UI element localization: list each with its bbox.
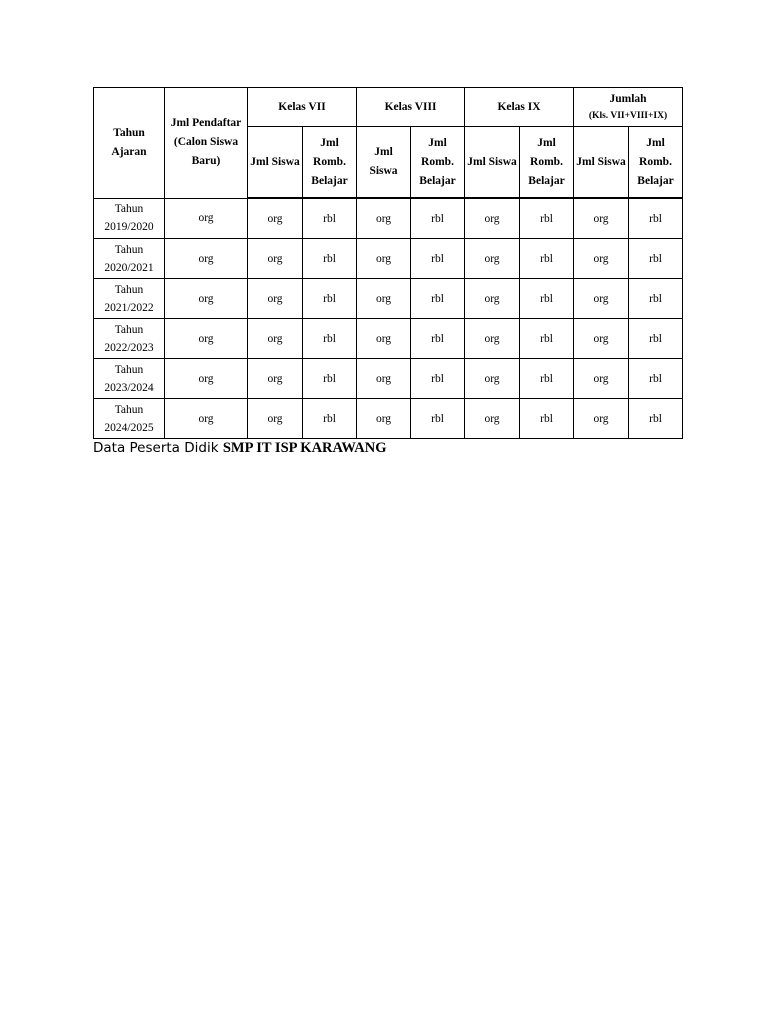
cell-ix-romb: rbl bbox=[520, 279, 574, 319]
cell-year bbox=[94, 198, 165, 239]
cell-viii-siswa: org bbox=[357, 279, 411, 319]
cell-pendaftar: org bbox=[165, 399, 248, 439]
cell-vii-romb: rbl bbox=[303, 319, 357, 359]
cell-year bbox=[94, 239, 165, 279]
cell-viii-romb: rbl bbox=[411, 399, 465, 439]
table-row bbox=[94, 279, 683, 319]
cell-vii-romb: rbl bbox=[303, 359, 357, 399]
year-value: 2022/2023 bbox=[104, 341, 154, 354]
cell-year bbox=[94, 319, 165, 359]
header-kelas-vii: Kelas VII bbox=[248, 88, 357, 127]
header-vii-jml-romb: Jml Romb. Belajar bbox=[303, 127, 357, 199]
cell-viii-siswa: org bbox=[357, 198, 411, 239]
header-jumlah-label: Jumlah bbox=[609, 93, 647, 105]
cell-vii-romb: rbl bbox=[303, 399, 357, 439]
cell-total-romb: rbl bbox=[629, 399, 683, 439]
cell-viii-romb: rbl bbox=[411, 239, 465, 279]
cell-viii-romb: rbl bbox=[411, 359, 465, 399]
cell-ix-romb: rbl bbox=[520, 319, 574, 359]
cell-viii-romb: rbl bbox=[411, 319, 465, 359]
cell-total-siswa: org bbox=[574, 319, 629, 359]
cell-viii-siswa: org bbox=[357, 399, 411, 439]
cell-total-romb: rbl bbox=[629, 198, 683, 239]
cell-ix-romb: rbl bbox=[520, 239, 574, 279]
cell-ix-siswa: org bbox=[465, 239, 520, 279]
header-total-jml-romb: Jml Romb. Belajar bbox=[629, 127, 683, 199]
caption-prefix: Data Peserta Didik bbox=[93, 440, 223, 456]
year-label: Tahun bbox=[114, 203, 144, 216]
year-value: 2020/2021 bbox=[104, 261, 154, 274]
table-row bbox=[94, 198, 683, 239]
header-viii-jml-romb: Jml Romb. Belajar bbox=[411, 127, 465, 199]
cell-ix-romb: rbl bbox=[520, 399, 574, 439]
header-ix-jml-siswa: Jml Siswa bbox=[465, 127, 520, 199]
table-caption bbox=[93, 440, 387, 457]
cell-ix-romb: rbl bbox=[520, 359, 574, 399]
year-label: Tahun bbox=[114, 243, 144, 256]
cell-total-siswa: org bbox=[574, 279, 629, 319]
year-label: Tahun bbox=[114, 283, 144, 296]
cell-viii-romb: rbl bbox=[411, 279, 465, 319]
student-data-table bbox=[93, 87, 683, 439]
cell-pendaftar: org bbox=[165, 279, 248, 319]
year-label: Tahun bbox=[114, 403, 144, 416]
table-body bbox=[94, 198, 683, 439]
cell-total-siswa: org bbox=[574, 198, 629, 239]
header-kelas-ix: Kelas IX bbox=[465, 88, 574, 127]
cell-vii-siswa: org bbox=[248, 239, 303, 279]
year-value: 2024/2025 bbox=[104, 421, 154, 434]
year-label: Tahun bbox=[114, 363, 144, 376]
header-jumlah bbox=[574, 88, 683, 127]
header-total-jml-siswa: Jml Siswa bbox=[574, 127, 629, 199]
header-jml-pendaftar: Jml Pendaftar (Calon Siswa Baru) bbox=[165, 88, 248, 199]
header-jumlah-sub: (Kls. VII+VIII+IX) bbox=[588, 111, 668, 121]
cell-pendaftar: org bbox=[165, 359, 248, 399]
cell-viii-siswa: org bbox=[357, 319, 411, 359]
header-vii-jml-siswa: Jml Siswa bbox=[248, 127, 303, 199]
cell-pendaftar: org bbox=[165, 198, 248, 239]
year-label: Tahun bbox=[114, 323, 144, 336]
cell-vii-siswa: org bbox=[248, 359, 303, 399]
cell-ix-siswa: org bbox=[465, 399, 520, 439]
cell-total-romb: rbl bbox=[629, 239, 683, 279]
table-header bbox=[94, 88, 683, 199]
cell-vii-siswa: org bbox=[248, 279, 303, 319]
cell-ix-siswa: org bbox=[465, 359, 520, 399]
cell-ix-siswa: org bbox=[465, 279, 520, 319]
header-ix-jml-romb: Jml Romb. Belajar bbox=[520, 127, 574, 199]
cell-ix-siswa: org bbox=[465, 198, 520, 239]
header-kelas-viii: Kelas VIII bbox=[357, 88, 465, 127]
header-tahun-ajaran: Tahun Ajaran bbox=[94, 88, 165, 199]
cell-pendaftar: org bbox=[165, 239, 248, 279]
caption-school-name: SMP IT ISP KARAWANG bbox=[222, 440, 387, 456]
year-value: 2023/2024 bbox=[104, 381, 154, 394]
cell-viii-siswa: org bbox=[357, 359, 411, 399]
cell-total-siswa: org bbox=[574, 399, 629, 439]
cell-vii-siswa: org bbox=[248, 319, 303, 359]
cell-total-romb: rbl bbox=[629, 279, 683, 319]
table-row bbox=[94, 239, 683, 279]
cell-vii-siswa: org bbox=[248, 399, 303, 439]
cell-total-siswa: org bbox=[574, 239, 629, 279]
cell-vii-siswa: org bbox=[248, 198, 303, 239]
cell-total-romb: rbl bbox=[629, 319, 683, 359]
table-row bbox=[94, 319, 683, 359]
cell-ix-romb: rbl bbox=[520, 198, 574, 239]
year-value: 2021/2022 bbox=[104, 301, 154, 314]
cell-year bbox=[94, 279, 165, 319]
table-row bbox=[94, 359, 683, 399]
cell-vii-romb: rbl bbox=[303, 279, 357, 319]
cell-ix-siswa: org bbox=[465, 319, 520, 359]
year-value: 2019/2020 bbox=[104, 221, 154, 234]
cell-viii-siswa: org bbox=[357, 239, 411, 279]
cell-viii-romb: rbl bbox=[411, 198, 465, 239]
header-viii-jml-siswa: Jml Siswa bbox=[357, 127, 411, 199]
cell-year bbox=[94, 399, 165, 439]
cell-pendaftar: org bbox=[165, 319, 248, 359]
cell-year bbox=[94, 359, 165, 399]
cell-vii-romb: rbl bbox=[303, 239, 357, 279]
table-row bbox=[94, 399, 683, 439]
cell-vii-romb: rbl bbox=[303, 198, 357, 239]
cell-total-siswa: org bbox=[574, 359, 629, 399]
cell-total-romb: rbl bbox=[629, 359, 683, 399]
